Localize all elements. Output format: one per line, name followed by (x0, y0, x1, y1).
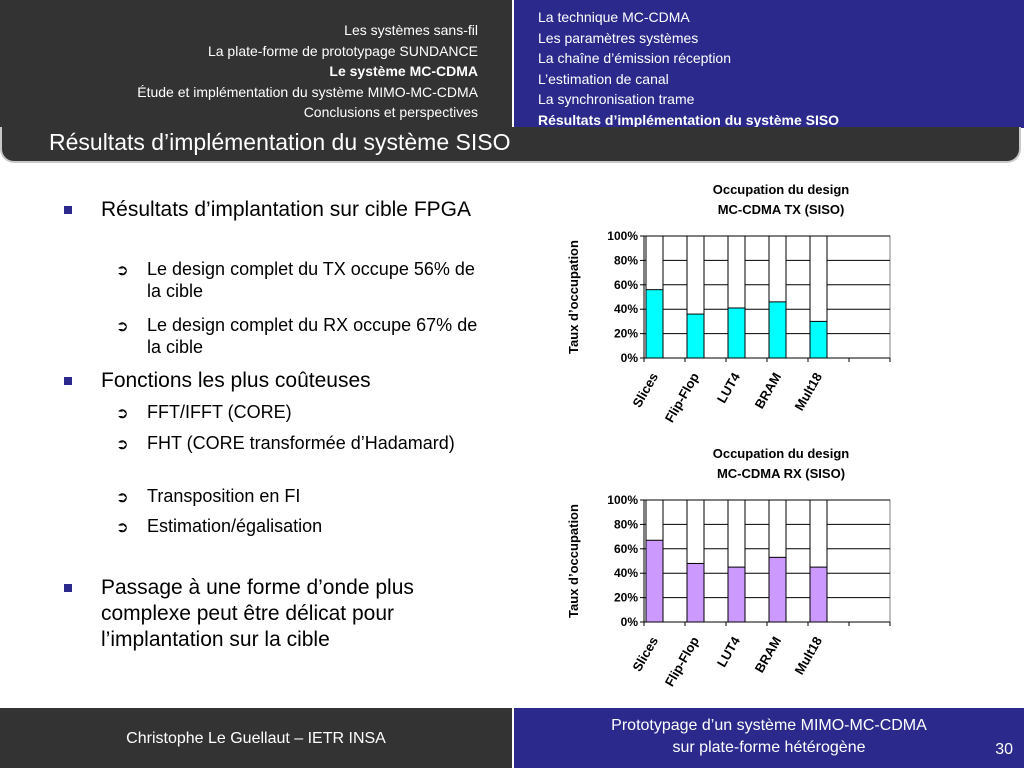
subsection-item[interactable]: La chaîne d’émission réception (538, 50, 732, 66)
y-axis-label: Taux d’occupation (566, 240, 581, 354)
x-tick-label: LUT4 (713, 370, 744, 406)
section-list (137, 20, 478, 123)
arrow-bullet-icon: ➲ (116, 318, 129, 335)
bullet-item (101, 197, 491, 223)
y-tick-label: 0% (620, 351, 638, 365)
subsection-item[interactable]: L’estimation de canal (538, 70, 669, 87)
square-bullet-icon (64, 206, 72, 214)
footer-title-line1: Prototypage d’un système MIMO-MC-CDMA (611, 717, 927, 734)
sub-bullet-text: FHT (CORE transformée d’Hadamard) (147, 433, 455, 453)
x-tick-label: Slices (629, 634, 662, 675)
bar (810, 321, 827, 358)
y-tick-label: 40% (613, 566, 638, 581)
bar (687, 563, 704, 622)
subsection-item[interactable]: La technique MC-CDMA (538, 9, 690, 25)
bar (769, 302, 786, 358)
arrow-bullet-icon: ➲ (116, 262, 129, 279)
footer-title-line2: sur plate-forme hétérogène (672, 739, 866, 756)
arrow-bullet-icon: ➲ (116, 519, 129, 536)
bar (646, 540, 663, 622)
header-sections-panel (0, 0, 514, 128)
y-tick-label: 20% (613, 326, 638, 341)
subsection-item[interactable]: La synchronisation trame (538, 91, 695, 107)
section-item-active[interactable]: Le système MC-CDMA (329, 63, 478, 79)
y-tick-label: 20% (613, 590, 638, 605)
y-tick-label: 60% (613, 541, 638, 556)
subsection-list (538, 7, 839, 130)
bar (646, 290, 663, 358)
y-tick-label: 80% (613, 517, 638, 532)
y-tick-label: 80% (613, 253, 638, 268)
bullet-item (101, 575, 491, 653)
x-tick-label: Mult18 (791, 634, 826, 678)
arrow-bullet-icon: ➲ (116, 436, 129, 453)
chart-rx (560, 442, 900, 704)
x-tick-label: BRAM (751, 370, 785, 412)
y-axis-label: Taux d’occupation (566, 504, 581, 618)
x-tick-label: LUT4 (713, 634, 744, 670)
x-tick-label: BRAM (751, 634, 785, 676)
bar (769, 557, 786, 622)
page-number: 30 (995, 741, 1013, 758)
bar (728, 567, 745, 622)
square-bullet-icon (64, 377, 72, 385)
arrow-bullet-icon: ➲ (116, 405, 129, 422)
sub-bullet-text: Transposition en FI (147, 486, 301, 506)
section-item[interactable]: Conclusions et perspectives (303, 104, 478, 120)
y-tick-label: 100% (607, 493, 638, 507)
slide-title-bar (0, 127, 1021, 163)
chart-title-line1: Occupation du design (712, 182, 850, 197)
sub-bullet-item (116, 432, 492, 454)
chart-title-line2: MC-CDMA RX (SISO) (716, 466, 846, 481)
plot-area (644, 500, 890, 622)
y-tick-label: 40% (613, 302, 638, 317)
bar (687, 314, 704, 358)
footer-author-panel (0, 708, 512, 768)
x-tick-label: Flip-Flop (661, 370, 703, 426)
section-item[interactable]: La plate-forme de prototypage SUNDANCE (207, 42, 478, 59)
section-item[interactable]: Les systèmes sans-fil (344, 22, 478, 38)
x-tick-label: Slices (629, 370, 662, 411)
sub-bullet-item (116, 515, 492, 537)
bar (810, 567, 827, 622)
sub-bullet-item (116, 485, 492, 507)
sub-bullet-text: Le design complet du TX occupe 56% de la cible (147, 259, 475, 301)
y-tick-label: 60% (613, 277, 638, 292)
x-tick-label: Mult18 (791, 370, 826, 414)
tx-occupation-chart (560, 178, 900, 440)
sub-bullet-text: Estimation/égalisation (147, 516, 323, 536)
section-item[interactable]: Étude et implémentation du système MIMO-MC-CDMA (137, 83, 478, 100)
x-tick-label: Flip-Flop (661, 634, 703, 690)
bullet-text: Passage à une forme d’onde plus complexe peut être délicat pour l’implantation sur la cible (101, 576, 414, 651)
subsection-item-active[interactable]: Résultats d’implémentation du système SISO (538, 111, 840, 128)
square-bullet-icon (64, 584, 72, 592)
chart-tx (560, 178, 900, 440)
subsection-item[interactable]: Les paramètres systèmes (538, 29, 699, 46)
footer-author: Christophe Le Guellaut – IETR INSA (126, 730, 386, 747)
bar (728, 308, 745, 358)
chart-title-line2: MC-CDMA TX (SISO) (717, 202, 845, 217)
header-subsections-panel (514, 0, 1024, 128)
sub-bullet-text: FFT/IFFT (CORE) (147, 402, 292, 422)
bullet-text: Résultats d’implantation sur cible FPGA (101, 198, 471, 221)
sub-bullet-text: Le design complet du RX occupe 67% de la cible (147, 315, 478, 357)
bullet-text: Fonctions les plus coûteuses (101, 369, 371, 392)
sub-bullet-item (116, 401, 492, 423)
y-tick-label: 0% (620, 615, 638, 629)
bullet-item (101, 368, 491, 394)
y-tick-label: 100% (607, 229, 638, 243)
slide-title: Résultats d’implémentation du système SISO (49, 129, 511, 155)
footer-title-panel (514, 708, 1024, 768)
sub-bullet-item (116, 258, 492, 302)
plot-area (644, 236, 890, 358)
rx-occupation-chart (560, 442, 900, 704)
sub-bullet-item (116, 314, 492, 358)
chart-title-line1: Occupation du design (712, 446, 850, 461)
arrow-bullet-icon: ➲ (116, 489, 129, 506)
